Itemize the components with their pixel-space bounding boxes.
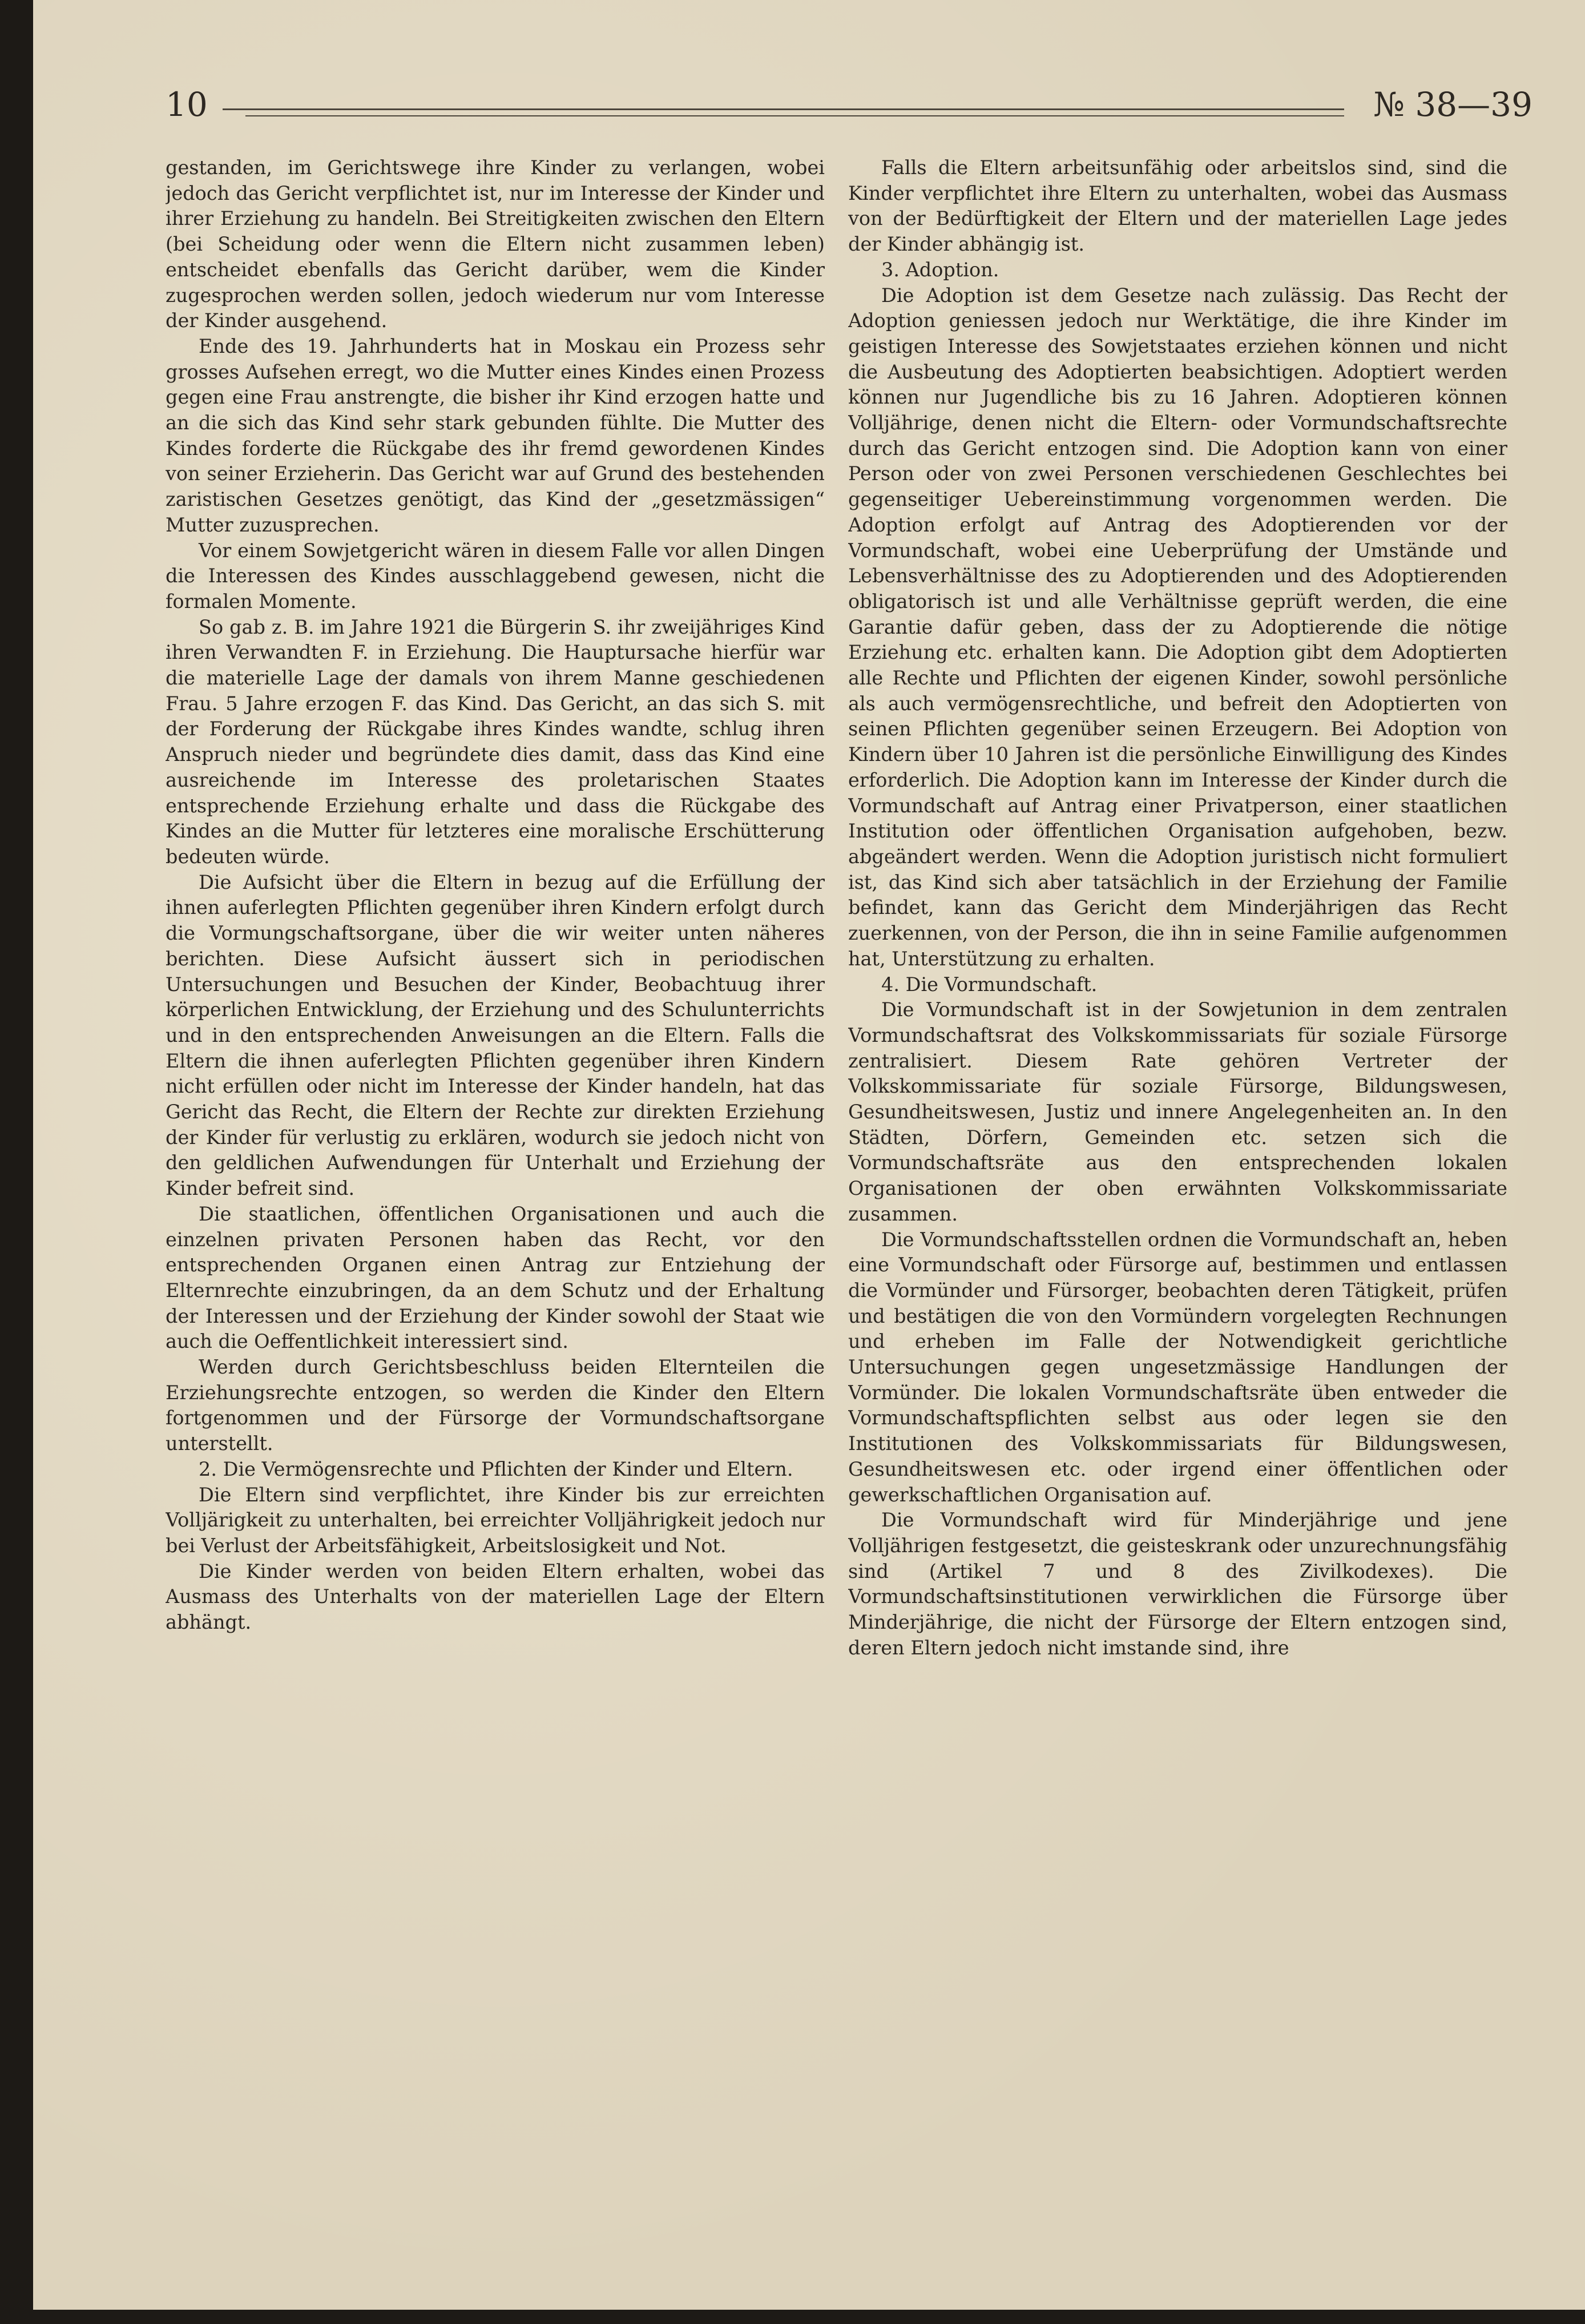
paragraph: Die Eltern sind verpflichtet, ihre Kinder bis zur erreichten Volljärigkeit zu unterhalten, bei erreichter Volljährigkeit jedoch nur bei Verlust der Arbeitsfähigkeit, Arbeitslosigkeit und Not.	[166, 1483, 825, 1557]
paragraph: Die staatlichen, öffentlichen Organisationen und auch die einzelnen privaten Personen haben das Recht, vor den entsprechenden Organen einen Antrag zur Entziehung der Elternrechte einzubringen, da an dem Schutz und der Erhaltung der Interessen und der Erziehung der Kinder sowohl der Staat wie auch die Oeffentlichkeit interessiert sind.	[166, 1202, 825, 1353]
paragraph: So gab z. B. im Jahre 1921 die Bürgerin S. ihr zweijähriges Kind ihren Verwandten F. in Erziehung. Die Hauptursache hierfür war die materielle Lage der damals von ihrem Manne geschiedenen Frau. 5 Jahre erzogen F. das Kind. Das Gericht, an das sich S. mit der Forderung der Rückgabe ihres Kindes wandte, schlug ihren Anspruch nieder und begründete dies damit, dass das Kind eine ausreichende im Interesse des proletarischen Staates entsprechende Erziehung erhalte und dass die Rückgabe des Kindes an die Mutter für letzteres eine moralische Erschütterung bedeuten würde.	[166, 615, 825, 868]
paragraph: Die Adoption ist dem Gesetze nach zulässig. Das Recht der Adoption geniessen jedoch nur Werktätige, die ihre Kinder im geistigen Interesse des Sowjetstaates erziehen können und nicht die Ausbeutung des Adoptierten beabsichtigen. Adoptiert werden können nur Jugendliche bis zu 16 Jahren. Adoptieren können Volljährige, denen nicht die Eltern- oder Vormundschaftsrechte durch das Gericht entzogen sind. Die Adoption kann von einer Person oder von zwei Personen verschiedenen Geschlechtes bei gegenseitiger Uebereinstimmung vorgenommen werden. Die Adoption erfolgt auf Antrag des Adoptierenden vor der Vormundschaft, wobei eine Ueberprüfung der Umstände und Lebensverhältnisse des zu Adoptierenden und des Adoptierenden obligatorisch ist und alle Verhältnisse geprüft werden, die eine Garantie dafür geben, dass der zu Adoptierende die nötige Erziehung etc. erhalten kann. Die Adoption gibt dem Adoptierten alle Rechte und Pflichten der eigenen Kinder, sowohl persönliche als auch vermögensrechtliche, und befreit den Adoptierten von seinen Pflichten gegenüber seinen Erzeugern. Bei Adoption von Kindern über 10 Jahren ist die persönliche Einwilligung des Kindes erforderlich. Die Adoption kann im Interesse der Kinder durch die Vormundschaft auf Antrag einer Privatperson, einer staatlichen Institution oder öffentlichen Organisation aufgehoben, bezw. abgeändert werden. Wenn die Adoption juristisch nicht formuliert ist, das Kind sich aber tatsächlich in der Erziehung der Familie befindet, kann das Gericht dem Minderjährigen das Recht zuerkennen, von der Person, die ihn in seine Familie aufgenommen hat, Unterstützung zu erhalten.	[848, 284, 1507, 970]
left-column	[166, 155, 825, 2130]
right-column	[848, 155, 1507, 2130]
section-heading: 2. Die Vermögensrechte und Pflichten der Kinder und Eltern.	[199, 1457, 793, 1480]
paragraph: Die Vormundschaft wird für Minderjährige und jene Volljährigen festgesetzt, die geisteskrank oder unzurechnungsfähig sind (Artikel 7 und 8 des Zivilkodexes). Die Vormundschaftsinstitutionen verwirklichen die Fürsorge über Minderjährige, die nicht der Fürsorge der Eltern entzogen sind, deren Eltern jedoch nicht imstande sind, ihre	[848, 1509, 1507, 1659]
section-heading: 4. Die Vormundschaft.	[881, 973, 1098, 996]
paragraph: Vor einem Sowjetgericht wären in diesem Falle vor allen Dingen die Interessen des Kindes ausschlaggebend gewesen, nicht die formalen Momente.	[166, 539, 825, 613]
newspaper-page	[33, 0, 1585, 2310]
page-number: 10	[166, 85, 208, 124]
header-rule	[223, 108, 1344, 110]
paragraph: Ende des 19. Jahrhunderts hat in Moskau ein Prozess sehr grosses Aufsehen erregt, wo die Mutter eines Kindes einen Prozess gegen eine Frau anstrengte, die bisher ihr Kind erzogen hatte und an die sich das Kind sehr stark gebunden fühlte. Die Mutter des Kindes forderte die Rückgabe des ihr fremd gewordenen Kindes von seiner Erzieherin. Das Gericht war auf Grund des bestehenden zaristischen Gesetzes genötigt, das Kind der „gesetzmässigen“ Mutter zuzusprechen.	[166, 335, 825, 536]
header-rule-thin	[245, 115, 1344, 116]
section-heading: 3. Adoption.	[881, 258, 999, 281]
paragraph: Falls die Eltern arbeitsunfähig oder arbeitslos sind, sind die Kinder verpflichtet ihre Eltern zu unterhalten, wobei das Ausmass von der Bedürftigkeit der Eltern und der materiellen Lage jedes der Kinder abhängig ist.	[848, 156, 1507, 256]
paragraph: Die Vormundschaft ist in der Sowjetunion in dem zentralen Vormundschaftsrat des Volkskommissariats für soziale Fürsorge zentralisiert. Diesem Rate gehören Vertreter der Volkskommissariate für soziale Fürsorge, Bildungswesen, Gesundheitswesen, Justiz und innere Angelegenheiten an. In den Städten, Dörfern, Gemeinden etc. setzen sich die Vormundschaftsräte aus den entsprechenden lokalen Organisationen der oben erwähnten Volkskommissariate zusammen.	[848, 998, 1507, 1225]
paragraph: Die Aufsicht über die Eltern in bezug auf die Erfüllung der ihnen auferlegten Pflichten gegenüber ihren Kindern erfolgt durch die Vormungschaftsorgane, über die wir weiter unten näheres berichten. Diese Aufsicht äussert sich in periodischen Untersuchungen und Besuchen der Kinder, Beobachtuug ihrer körperlichen Entwicklung, der Erziehung und des Schulunterrichts und in den entsprechenden Anweisungen an die Eltern. Falls die Eltern die ihnen auferlegten Pflichten gegenüber ihren Kindern nicht erfüllen oder nicht im Interesse der Kinder handeln, hat das Gericht das Recht, die Eltern der Rechte zur direkten Erziehung der Kinder für verlustig zu erklären, wodurch sie jedoch nicht von den geldlichen Aufwendungen für Unterhalt und Erziehung der Kinder befreit sind.	[166, 871, 825, 1200]
paragraph: Die Kinder werden von beiden Eltern erhalten, wobei das Ausmass des Unterhalts von der materiellen Lage der Eltern abhängt.	[166, 1560, 825, 1634]
issue-number: № 38—39	[1373, 85, 1532, 124]
paragraph: Werden durch Gerichtsbeschluss beiden Elternteilen die Erziehungsrechte entzogen, so werden die Kinder den Eltern fortgenommen und der Fürsorge der Vormundschaftsorgane unterstellt.	[166, 1356, 825, 1455]
paragraph: gestanden, im Gerichtswege ihre Kinder zu verlangen, wobei jedoch das Gericht verpflichtet ist, nur im Interesse der Kinder und ihrer Erziehung zu handeln. Bei Streitigkeiten zwischen den Eltern (bei Scheidung oder wenn die Eltern nicht zusammen leben) entscheidet ebenfalls das Gericht darüber, wem die Kinder zugesprochen werden sollen, jedoch wiederum nur vom Interesse der Kinder ausgehend.	[166, 156, 825, 332]
paragraph: Die Vormundschaftsstellen ordnen die Vormundschaft an, heben eine Vormundschaft oder Fürsorge auf, bestimmen und entlassen die Vormünder und Fürsorger, beobachten deren Tätigkeit, prüfen und bestätigen die von den Vormündern vorgelegten Rechnungen und erheben im Falle der Notwendigkeit gerichtliche Untersuchungen gegen ungesetzmässige Handlungen der Vormünder. Die lokalen Vormundschaftsräte üben entweder die Vormundschaftspflichten selbst aus oder legen sie den Institutionen des Volkskommissariats für Bildungswesen, Gesundheitswesen etc. oder irgend einer öffentlichen oder gewerkschaftlichen Organisation auf.	[848, 1228, 1507, 1506]
page-header	[166, 79, 1532, 130]
